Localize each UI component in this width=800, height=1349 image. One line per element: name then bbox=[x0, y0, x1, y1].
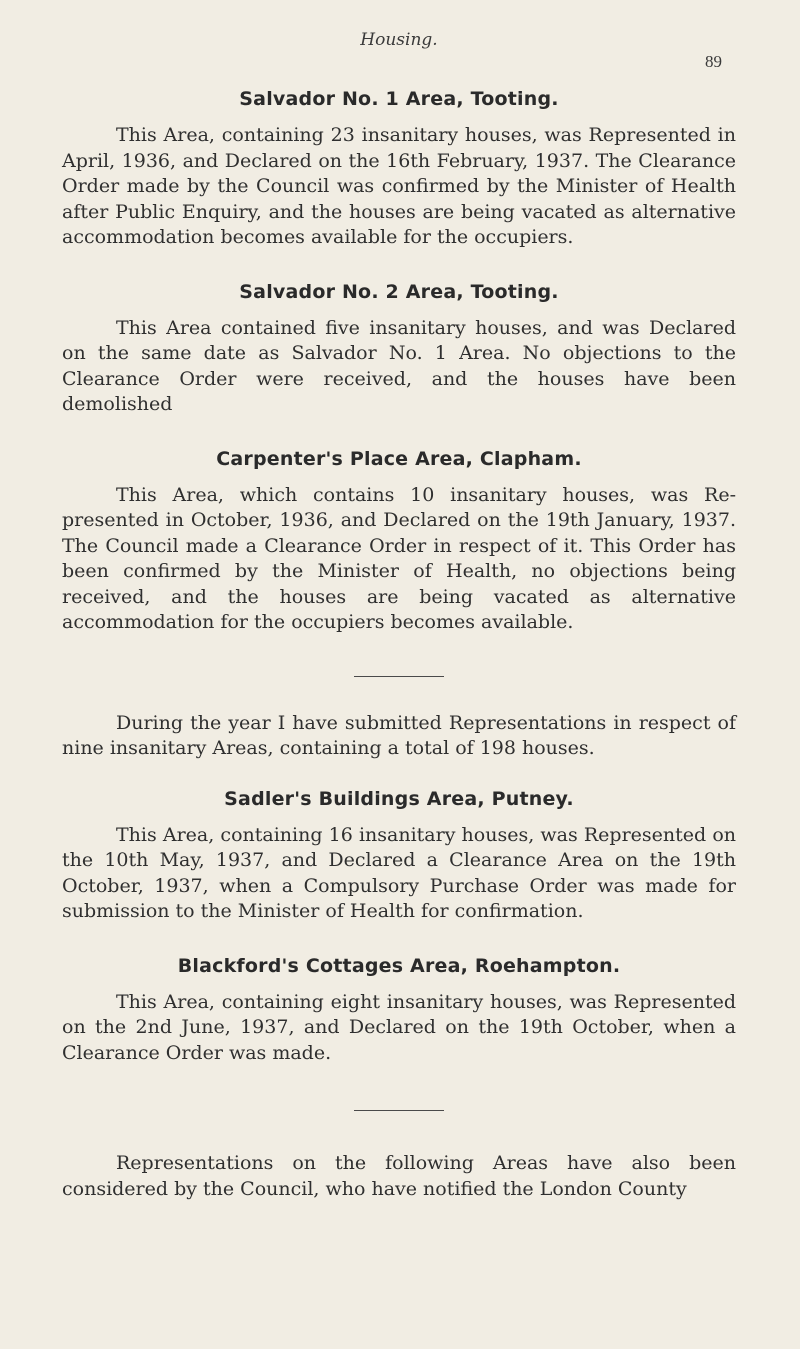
paragraph-blackfords-cottages: This Area, containing eight insanitary houses, was Represented on the 2nd June, 1937, and Declared on the 19th October, when a Clearance Order was made. bbox=[62, 990, 736, 1064]
section-divider bbox=[354, 676, 444, 677]
paragraph-during-year: During the year I have submitted Representations in respect of nine insanitary Areas, containing a total of 198 houses. bbox=[62, 711, 736, 759]
paragraph-salvador-2: This Area contained five insanitary houses, and was Declared on the same date as Salvador No. 1 Area. No objections to the Clearance Order were received, and the houses have been demolished bbox=[62, 316, 736, 415]
running-title: Housing. bbox=[360, 30, 438, 50]
heading-carpenters-place: Carpenter's Place Area, Clapham. bbox=[216, 447, 582, 470]
heading-sadlers-buildings: Sadler's Buildings Area, Putney. bbox=[224, 787, 574, 810]
paragraph-sadlers-buildings: This Area, containing 16 insanitary houses, was Represented on the 10th May, 1937, and Declared a Clearance Area on the 19th October, 1937, when a Compulsory Purchase Order was made for submission to the Minister of Health for confirmation. bbox=[62, 823, 736, 922]
section-divider-2 bbox=[354, 1110, 444, 1111]
paragraph-carpenters-place: This Area, which contains 10 insanitary houses, was Re-presented in October, 1936, and Declared on the 19th January, 1937. The Council made a Clearance Order in respect of it. This Order has been confirmed by the Minister of Health, no objections being received, and the houses are being vacated as alternative accommodation for the occupiers becomes available. bbox=[62, 483, 736, 633]
heading-blackfords-cottages: Blackford's Cottages Area, Roehampton. bbox=[177, 954, 621, 977]
paragraph-salvador-1: This Area, containing 23 insanitary houses, was Represented in April, 1936, and Declared on the 16th February, 1937. The Clearance Order made by the Council was confirmed by the Minister of Health after Public Enquiry, and the houses are being vacated as alternative accommodation becomes available for the occupiers. bbox=[62, 124, 736, 248]
running-header bbox=[62, 0, 736, 71]
heading-salvador-2: Salvador No. 2 Area, Tooting. bbox=[239, 280, 559, 303]
paragraph-representations: Representations on the following Areas have also been considered by the Council, who have notified the London County bbox=[62, 1152, 736, 1200]
page-number: 89 bbox=[705, 52, 722, 71]
heading-salvador-1: Salvador No. 1 Area, Tooting. bbox=[239, 88, 559, 110]
